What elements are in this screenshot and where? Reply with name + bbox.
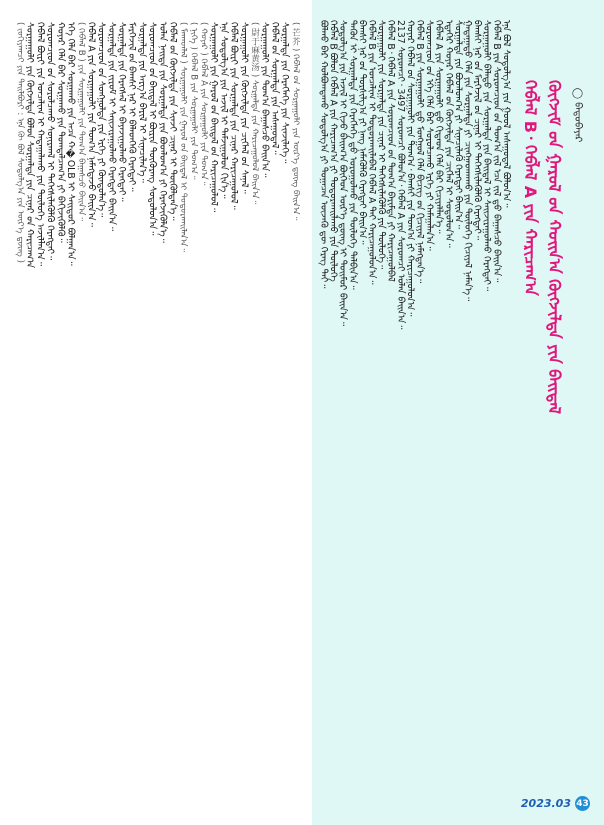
left-text-line: ᠮᠡᠷᠭᠡᠵᠢᠯ ᠦ᠋ᠨ ᠪᠠᠭᠰᠢ ᠨᠠᠷ ᠢ ᠪᠡᠯᠡᠳᠬᠡᠬᠦ ᠬᠡᠷᠡᠭᠲᠡᠢ᠃ — [126, 22, 138, 192]
right-text-line: ᠬᠡᠪᠯᠡᠯ A ᠶᠢᠨ ᠰᠤᠷᠭᠠᠭᠤᠯᠢ ᠳ᠋ᠤ ᠬᠢᠳᠠᠳ ᠬᠡᠯᠡ ᠪᠡᠷ ᠬᠢᠴᠢᠶᠡᠯᠯᠡᠨ᠎ᠡ᠃ — [433, 20, 445, 234]
right-text-line: ᠬᠡᠪᠯᠡᠯ B ᠶᠢᠨ ᠰᠤᠷᠭᠠᠭᠤᠯᠢ ᠳ᠋ᠤ ᠮᠣᠩᠭᠣᠯ ᠬᠡᠯᠡ ᠪᠢᠴᠢᠭ ᠦ᠋ᠨ ᠬᠢᠴᠢᠶᠡᠯ ᠨᠡᠮᠡᠭᠳᠡᠨ᠎ᠡ᠃ — [414, 20, 425, 284]
left-text-line: ( 尉于麻黄汤 ) ᠰᠤᠷᠭᠠᠯᠲᠠ ᠶᠢᠨ ᠬᠠᠷᠢᠴᠠᠭᠤᠯᠤᠯ ᠪᠠᠢᠨ᠎ᠠ᠃ — [249, 22, 260, 205]
right-text-line: ᠰᠤᠷᠭᠠᠯᠲᠠ ᠶᠢᠨ ᠪᠣᠳᠯᠣᠭ᠎ᠠ ᠶᠢ ᠰᠢᠨᠡᠴᠢᠯᠡᠬᠦ ᠬᠡᠷᠡᠭᠲᠡᠢ ᠪᠠᠢᠨ᠎ᠠ᠃ — [452, 20, 464, 229]
left-text-line: ᠰᠤᠷᠭᠠᠯᠲᠠ ᠶᠢᠨ ᠬᠡᠷᠡᠭᠰᠡᠯ ᠢ ᠪᠠᠶᠠᠵᠢᠭᠤᠯᠬᠤ ᠬᠡᠷᠡᠭᠲᠡᠢ᠃ — [116, 22, 127, 202]
left-text-line: ᠰᠤᠷᠤᠭᠴᠢᠳ ᠤ᠋ᠨ ᠪᠠᠢᠳᠠᠯ ᠢ ᠪᠦᠷᠢᠨ ᠳᠦᠭᠦᠷᠡᠩ ᠰᠤᠳᠤᠯᠤᠨ᠎ᠠ᠃ — [146, 22, 158, 236]
page-footer — [521, 796, 590, 811]
left-text-line: ᠰᠤᠷᠭᠠᠭᠤᠯᠢ ᠶᠢᠨ ᠲᠣᠭ᠎ᠠ ᠪᠠᠭᠠᠰᠴᠤ ᠪᠠᠢᠨ᠎ᠠ᠃ — [258, 22, 270, 178]
left-text-line: ᠬᠣᠶᠠᠷ ᠬᠡᠯᠡ ᠪᠡᠷ ᠰᠤᠷᠭᠠᠬᠤ ᠶᠢᠨ ᠲᠣᠭᠲᠠᠯᠴᠠᠭ᠎ᠠ ᠶᠢ ᠪᠡᠬᠢᠵᠢᠭᠦᠯᠬᠦ᠃ — [54, 22, 66, 243]
left-text-line: ᠰᠤᠷᠤᠭᠴᠢᠳ ᠤ᠋ᠨ ᠰᠤᠷᠤᠯᠴᠠᠬᠤ ᠰᠣᠨᠢᠷᠬᠠᠯ ᠢ ᠳᠡᠭᠡᠭᠰᠢᠯᠡᠭᠦᠯᠬᠦ ᠬᠡᠷᠡᠭᠲᠡᠢ᠃ — [44, 22, 56, 261]
right-text-line: ᠡᠨᠡ ᠪᠣᠯ ᠰᠤᠳᠤᠯᠭ᠎ᠠ ᠶᠢᠨ ᠭᠣᠣᠯ ᠠᠰᠠᠭᠤᠳᠠᠯ ᠪᠣᠯᠤᠨ᠎ᠠ᠃ — [500, 20, 512, 208]
left-text-line: ( ᠵᠣᠬᠢᠶᠠᠭᠴᠢ ᠶᠢᠨ ᠲᠠᠢᠯᠪᠤᠷᠢ : ᠡᠨᠡ ᠬᠦ ᠪᠣᠯ ᠰᠤᠳᠤᠯᠭ᠎ᠠ ᠶᠢᠨ ᠦᠷ᠎ᠡ ᠳ᠋ᠦᠩ ) — [15, 22, 25, 263]
right-text-line: ᠬᠡᠪᠯᠡᠯ B ᠶᠢᠨ ᠣᠨᠴᠠᠯᠢᠭ ᠢ ᠲᠣᠳᠤᠷᠬᠠᠢᠯᠠᠪᠠᠯ ᠬᠡᠪᠯᠡᠯ A ᠲᠠᠢ ᠬᠠᠷᠢᠴᠠᠭᠤᠯᠤᠨ᠎ᠠ᠃ — [366, 20, 377, 285]
left-text-line: ᠰᠤᠷᠭᠠᠭᠤᠯᠢ ᠶᠢᠨ ᠬᠥᠭᠵᠢᠯᠲᠡ ᠪᠣᠯᠤᠨ ᠰᠤᠷᠭᠠᠯᠲᠠ ᠶᠢᠨ ᠴᠢᠨᠠᠷ ᠤ᠋ᠨ ᠬᠠᠷᠢᠴᠠᠭ᠎ᠠ — [24, 22, 36, 268]
right-text-line: ᠲᠡᠭᠦᠨ ᠢ ᠰᠤᠷᠭᠠᠯᠲᠠ ᠶᠢᠨ ᠬᠡᠷᠡᠭᠯᠡᠬᠡ ᠳ᠋ᠦ ᠣᠷᠣᠭᠤᠯᠬᠤ ᠶᠢᠨ ᠲᠥᠯᠦᠭᠡ ᠲᠠᠯᠪᠢᠨ᠎ᠠ᠃ — [346, 20, 358, 290]
left-text-line: ᠣᠯᠠᠨ ᠨᠡᠢᠲᠡ ᠶᠢᠨ ᠰᠤᠷᠭᠠᠯᠲᠠ ᠶᠢᠨ ᠪᠣᠳᠯᠣᠭ᠎ᠠ ᠶᠢ ᠬᠡᠷᠡᠭᠵᠢᠭᠦᠯᠨ᠎ᠡ᠃ — [156, 22, 168, 243]
right-text-line: ᠰᠤᠳᠤᠯᠭ᠎ᠠ ᠶᠢᠨ ᠠᠵᠢᠯ ᠢ ᠬᠢᠵᠦ ᠪᠠᠢᠭ᠎ᠠ ᠪᠥᠭᠡᠳ ᠦᠷ᠎ᠡ ᠳ᠋ᠦᠩ ᠢ ᠲᠣᠢᠮᠤᠷ ᠪᠠᠢᠨ᠎ᠠ᠃ — [337, 20, 349, 326]
right-text-line: ᠬᠡᠪᠯᠡᠯ B ᠪᠣᠯᠤᠨ ᠬᠡᠪᠯᠡᠯ A ᠶᠢᠨ ᠬᠠᠷᠢᠴᠠᠭ᠎ᠠ ᠶᠢ ᠲᠣᠳᠤᠷᠬᠠᠢᠯᠠᠬᠤ ᠶᠢᠨ ᠲᠥᠯᠦᠭᠡ — [327, 20, 339, 282]
right-text-line: ᠬᠡᠪᠯᠡᠯ B᠂ ᠬᠡᠪᠯᠡᠯ A ᠶᠢᠨ ᠰᠤᠷᠤᠭᠴᠢᠳ ᠤ᠋ᠨ ᠲᠣᠭ᠎ᠠ ᠪᠠᠷᠢᠮᠲᠠ ᠶᠢ ᠬᠠᠷᠢᠴᠠᠭᠤᠯᠪᠠᠯ — [385, 20, 397, 282]
right-text-line: ᠰᠤᠷᠭᠠᠭᠤᠯᠢ ᠶᠢᠨ ᠰᠤᠷᠭᠠᠯᠲᠠ ᠶᠢᠨ ᠴᠢᠨᠠᠷ ᠢ ᠳᠡᠭᠡᠭᠰᠢᠯᠡᠭᠦᠯᠬᠦ ᠶᠢᠨ ᠲᠥᠯᠦᠭᠡ᠃ — [375, 20, 387, 269]
article-title-line-2: ᠬᠡᠪᠯᠡᠯ B᠂ ᠬᠡᠪᠯᠡᠯ A ᠶᠢᠨ ᠬᠠᠷᠢᠴᠠᠭ᠎ᠠ — [521, 80, 540, 296]
left-text-line: ᠬᠡᠪᠯᠡᠯ ᠪᠦᠷᠢ ᠶᠢᠨ ᠣᠨᠴᠠᠯᠢᠭ ᠢ ᠬᠠᠳᠠᠭᠠᠯᠠᠬᠤ ᠶᠢᠨ ᠲᠥᠯᠦᠭᠡ ᠠᠵᠢᠯᠯᠠᠨ᠎ᠠ᠃ — [34, 22, 46, 266]
right-text-line: ᠪᠤᠯᠬᠤ ᠪᠡᠷ ᠬᠣᠯᠪᠣᠭᠳᠠᠬᠤ ᠰᠤᠳᠤᠯᠭ᠎ᠠ ᠶᠢ ᠲᠣᠭᠠᠴᠠᠨ ᠦᠵᠡᠬᠦ ᠳᠦ ᠬᠡᠷᠡᠭ ᠲᠡᠢ᠃ — [318, 20, 329, 289]
left-text-line: ᠰᠤᠷᠤᠭᠴᠢᠳ ᠤ᠋ᠨ ᠰᠤᠩᠭᠣᠯᠲᠠ ᠶᠢᠨ ᠡᠷᠬᠡ ᠶᠢ ᠬᠦᠨᠳᠦᠯᠡᠨ᠎ᠡ᠃ — [95, 22, 107, 218]
right-text-line: ᠰᠤᠷᠭᠠᠭᠤᠯᠢ ᠪᠠᠯᠠᠳᠤ ᠶᠢᠨ ᠰᠤᠷᠭᠠᠯᠲᠠ ᠶᠢᠨ ᠪᠠᠢᠳᠠᠯ ᠢ ᠰᠠᠢᠵᠢᠷᠠᠭᠤᠯᠬᠤ ᠬᠡᠷᠡᠭᠲᠡᠢ᠃ — [481, 20, 493, 291]
left-text-line: ᠬᠡᠪᠯᠡᠯ ᠤ᠋ᠨ ᠰᠤᠷᠭᠠᠯᠲᠠ ᠶᠢᠨ ᠠᠰᠠᠭᠤᠳᠠᠯ᠃ — [269, 22, 280, 155]
left-text-line: ( ᠬᠣᠶᠠᠷ ) ᠬᠡᠪᠯᠡᠯ A ᠶᠢᠨ ᠰᠤᠷᠭᠠᠭᠤᠯᠢ ᠶᠢᠨ ᠲᠣᠭ᠎ᠠ᠃ — [198, 22, 209, 186]
article-title-line-1: ᠬᠦᠭᠵᠢᠮ ᠤ᠋ᠨ ᠭᠠᠷᠤᠯ ᠤ᠋ᠨ ᠬᠣᠢᠨ᠎ᠠ ᠬᠥᠭᠵᠢᠯᠲᠡ ᠶᠢᠨ ᠪᠠᠢᠳᠠᠯ — [545, 80, 564, 414]
left-text-line: ᠡᠬᠡ ᠬᠡᠯᠡ ᠪᠡᠷ ᠰᠤᠷᠭᠠᠬᠤ ᠶᠢᠨ ᠠᠴᠠ ᠬ�OLB ᠢ ᠰᠠᠢᠲᠤᠷ ᠪᠣᠯᠭᠠᠨ᠎ᠠ᠃ — [65, 22, 76, 266]
left-text-line: ( ᠮᠠᠬᠠᠳᠯᠠᠯ ) ᠰᠤᠷᠭᠠᠭᠤᠯᠢ ᠶᠢᠨ ᠭᠠᠷᠤᠯ ᠤ᠋ᠨ ᠪᠠᠢᠳᠠᠯ ᠢ ᠲᠣᠳᠤᠷᠬᠠᠢᠯᠠᠨ᠎ᠠ᠃ — [178, 22, 189, 253]
issue-number: 2023.03 — [520, 797, 571, 810]
left-text-line: ᠬᠡᠪᠯᠡᠯ A ᠶᠢᠨ ᠰᠤᠷᠭᠠᠭᠤᠯᠢ ᠶᠢᠨ ᠲᠣᠭ᠎ᠠ ᠨᠡᠮᠡᠭᠳᠡᠵᠦ ᠪᠠᠢᠨ᠎ᠠ᠃ — [85, 22, 97, 227]
left-text-line: ᠰᠤᠷᠭᠠᠯᠲᠠ ᠶᠢᠨ ᠠᠷᠭ᠎ᠠ ᠪᠠᠷᠢᠯ ᠢ ᠰᠢᠨᠡᠴᠢᠯᠡᠨ᠎ᠡ᠃ — [136, 22, 148, 183]
right-text-line: ᠪᠠᠭᠰᠢ ᠨᠠᠷ ᠤ᠋ᠨ ᠮᠡᠷᠭᠡᠵᠢᠯ ᠦ᠋ᠨ ᠴᠢᠨᠠᠷ ᠢ ᠳᠡᠭᠡᠭᠰᠢᠯᠡᠭᠦᠯᠬᠦ ᠬᠡᠷᠡᠭᠲᠡᠢ᠃ — [471, 20, 483, 240]
right-text-line: ᠰᠤᠷᠤᠭᠴᠢᠳ ᠤ᠋ᠨ ᠡᠬᠡ ᠬᠡᠯᠡ ᠪᠡᠷ ᠰᠤᠷᠤᠯᠴᠠᠬᠤ ᠡᠷᠬᠡ ᠶᠢ ᠬᠠᠮᠠᠭᠠᠯᠠᠨ᠎ᠠ᠃ — [423, 20, 435, 251]
left-text-line: ᠰᠤᠷᠭᠠᠯᠲᠠ ᠶᠢᠨ ᠵᠢᠷᠤᠮ ᠢ ᠰᠠᠢᠵᠢᠷᠠᠭᠤᠯᠬᠤ ᠬᠡᠷᠡᠭᠲᠡᠢ ᠪᠠᠢᠨ᠎ᠠ᠃ — [105, 22, 117, 231]
right-text-line: ᠭᠠᠳᠠᠭᠠᠳᠤ ᠬᠡᠯᠡ ᠶᠢᠨ ᠰᠤᠷᠭᠠᠯᠲᠠ ᠶᠢ ᠴᠢᠩᠭᠠᠳᠬᠠᠬᠤ ᠶᠢᠨ ᠲᠥᠯᠦᠭᠡ ᠬᠢᠴᠢᠶᠡᠯ ᠨᠡᠮᠡᠨ᠎ᠡ᠃ — [462, 20, 473, 301]
left-text-line: ᠰᠤᠷᠭᠠᠯᠲᠠ ᠶᠢᠨ ᠬᠡᠷᠡᠭᠯᠡᠭᠡ ᠶᠢᠨ ᠰᠢᠨᠵᠢᠯᠡᠭᠡ᠃ — [279, 22, 291, 164]
left-text-line: ᠰᠤᠷᠭᠠᠭᠤᠯᠢ ᠶᠢᠨ ᠬᠥᠭᠵᠢᠯᠲᠡ ᠶᠢᠨ ᠴᠢᠭᠯᠡᠯ ᠦ᠋ᠨ ᠰᠠᠨᠠᠯ᠃ — [238, 22, 250, 194]
left-text-line: ᠰᠤᠷᠭᠠᠭᠤᠯᠢ ᠶᠢᠨ ᠭᠠᠷᠤᠯ ᠤ᠋ᠨ ᠪᠠᠢᠳᠠᠯ ᠤ᠋ᠨ ᠬᠠᠷᠢᠴᠠᠭᠤᠯᠤᠯ᠃ — [207, 22, 219, 212]
right-text-line: ᠪᠠᠭᠰᠢ ᠨᠠᠷ ᠤ᠋ᠨ ᠲᠤᠷᠰᠢᠯᠭ᠎ᠠ ᠶᠢ ᠨᠡᠩ ᠨᠡᠮᠡᠭᠦᠯᠬᠦ ᠬᠡᠷᠡᠭᠲᠡᠢ ᠪᠠᠢᠨ᠎ᠠ᠃ — [356, 20, 368, 245]
right-text-line: ᠬᠡᠪᠯᠡᠯ B ᠶᠢᠨ ᠰᠤᠷᠤᠭᠴᠢᠳ ᠤ᠋ᠨ ᠲᠣᠭ᠎ᠠ ᠵᠢᠯ ᠡᠴᠡ ᠵᠢᠯ ᠳ᠋ᠦ ᠪᠠᠭᠠᠰᠴᠤ ᠪᠠᠢᠨ᠎ᠠ᠃ — [490, 20, 502, 283]
right-text-line: ᠬᠣᠶᠠᠷ ᠬᠡᠪᠯᠡᠯ ᠦ᠋ᠨ ᠰᠤᠷᠭᠠᠭᠤᠯᠢ ᠶᠢᠨ ᠲᠣᠭ᠎ᠠ᠂ ᠪᠠᠭᠰᠢ ᠶᠢᠨ ᠲᠣᠭ᠎ᠠ ᠶᠢ ᠬᠠᠷᠢᠴᠠᠭᠤᠯᠤᠨ᠎ᠠ᠃ — [404, 20, 416, 317]
right-text-line: ᠡᠳᠡᠭᠡᠷ ᠬᠣᠶᠠᠷ ᠬᠡᠪᠯᠡᠯ ᠦ᠋ᠨ ᠬᠥᠭᠵᠢᠯᠲᠡ ᠶᠢᠨ ᠴᠢᠭᠯᠡᠯ ᠢ ᠰᠤᠳᠤᠯᠤᠨ᠎ᠠ᠃ — [442, 20, 454, 248]
right-text-line: 2137 ᠰᠤᠷᠤᠭᠴᠢ᠂ 3497 ᠰᠤᠷᠤᠭᠴᠢ ᠪᠣᠯᠤᠨ᠎ᠠ᠂ ᠬᠡᠪᠯᠡᠯ A ᠶᠢᠨ ᠰᠤᠷᠤᠭᠴᠢ ᠣᠯᠠᠨ ᠪᠠᠢᠨ᠎ᠠ᠃ — [394, 20, 406, 330]
left-text-line: ( ᠬᠡᠪᠯᠡᠯ B ) ᠶᠢᠨ ᠰᠤᠷᠭᠠᠭᠤᠯᠢ ᠶᠢᠨ ᠲᠣᠭ᠎ᠠ ᠪᠠᠭᠠᠰᠴᠤ ᠪᠠᠢᠨ᠎ᠠ᠃ — [76, 22, 87, 222]
article-author: ◯ ᠪᠠᠲᠤᠪᠠᠶᠠᠷ — [572, 88, 583, 143]
left-text-line: ᠬᠡᠪᠯᠡᠯ ᠤ᠋ᠨ ᠬᠥᠭᠵᠢᠯᠲᠡ ᠶᠢᠨ ᠰᠢᠨᠵᠢ ᠴᠢᠨᠠᠷ ᠢ ᠳᠦᠭᠦᠯᠳᠡᠨ᠎ᠡ᠃ — [167, 22, 178, 221]
left-text-line: ᠬᠡᠪᠯᠡᠯ ᠪᠦᠷᠢ ᠶᠢᠨ ᠰᠤᠷᠭᠠᠯᠲᠠ ᠶᠢᠨ ᠴᠢᠨᠠᠷ ᠬᠠᠷᠢᠴᠠᠭᠤᠯᠤᠯ᠃ — [228, 22, 240, 210]
left-text-line: ( 芒芥 ) ᠬᠡᠪᠯᠡᠯ ᠤ᠋ᠨ ᠰᠤᠷᠭᠠᠭᠤᠯᠢ ᠶᠢᠨ ᠦᠷ᠎ᠡ ᠳ᠋ᠦᠩ ᠪᠠᠢᠨ᠎ᠠ᠃ — [290, 22, 301, 221]
page-number-badge: 43 — [575, 796, 590, 811]
left-text-line: ᠡᠨᠡ ᠰᠤᠳᠤᠯᠭ᠎ᠠ ᠶᠢᠨ ᠠᠵᠢᠯ ᠢ ᠳᠠᠮᠵᠢᠭᠤᠯᠤᠨ ᠬᠢᠨ᠎ᠡ᠃ — [218, 22, 229, 199]
left-text-line: ( ᠨᠢᠭᠡ ) ᠬᠡᠪᠯᠡᠯ B ᠶᠢᠨ ᠰᠤᠷᠭᠠᠭᠤᠯᠢ ᠶᠢᠨ ᠲᠣᠭ᠎ᠠ᠃ — [188, 22, 199, 180]
